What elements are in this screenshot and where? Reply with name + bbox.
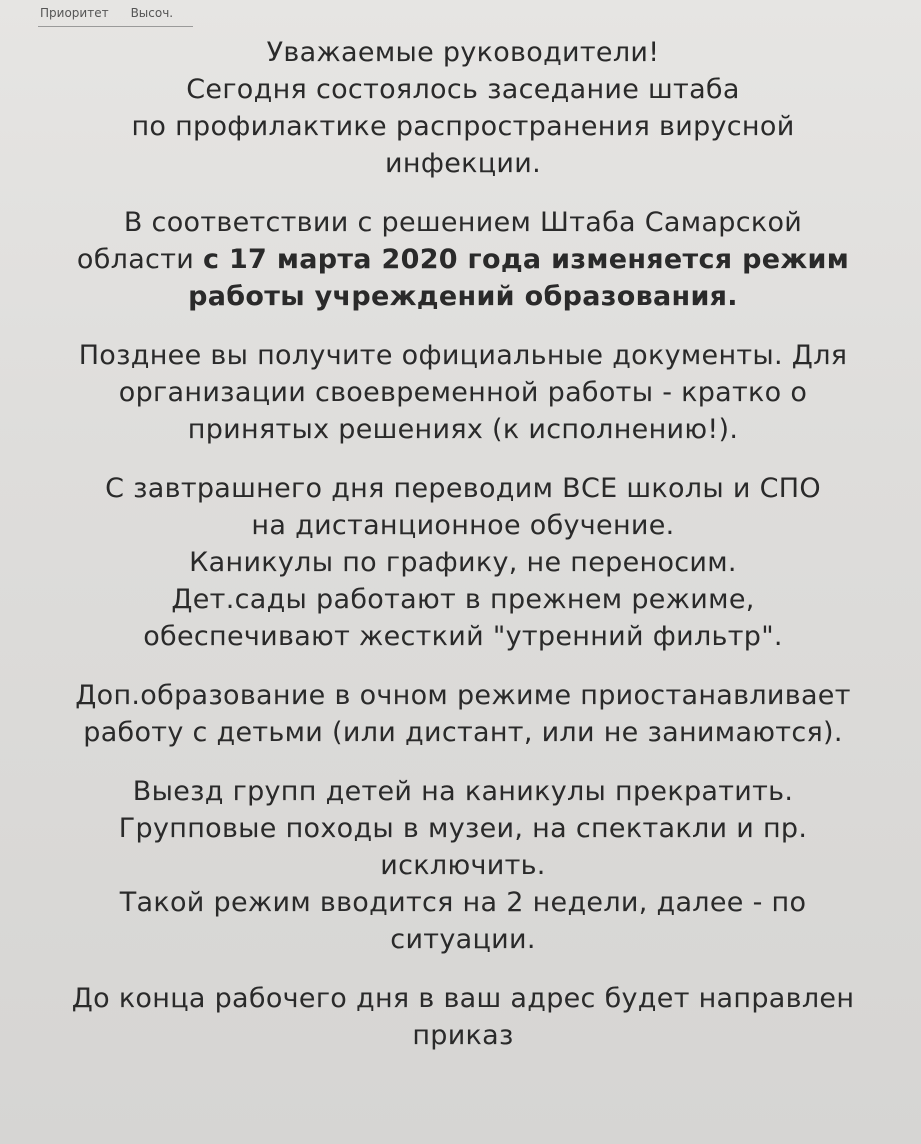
paragraph-documents [28, 337, 898, 448]
text-line: Дет.сады работают в прежнем режиме, [171, 584, 755, 615]
text-line: организации своевременной работы - кратко о [118, 377, 808, 408]
text-line: обеспечивают жесткий "утренний фильтр". [143, 621, 783, 652]
letter-body [28, 34, 898, 1076]
text-line-bold: работы учреждений образования. [188, 281, 738, 312]
text-normal: области [76, 244, 203, 275]
text-line: работу с детьми (или дистант, или не занимаются). [83, 717, 843, 748]
text-line: Сегодня состоялось заседание штаба [186, 74, 740, 105]
text-line: инфекции. [385, 148, 541, 179]
text-line: исключить. [380, 850, 546, 881]
text-line: принятых решениях (к исполнению!). [187, 414, 739, 445]
text-line: приказ [412, 1020, 514, 1051]
text-line: Каникулы по графику, не переносим. [189, 547, 737, 578]
paragraph-greeting [28, 34, 898, 182]
text-line-mixed [28, 241, 898, 278]
text-line: по профилактике распространения вирусной [131, 111, 795, 142]
paragraph-schools [28, 470, 898, 655]
paragraph-trips [28, 773, 898, 958]
text-line: Групповые походы в музеи, на спектакли и пр. [118, 813, 808, 844]
header-meta [40, 6, 173, 20]
paragraph-decision [28, 204, 898, 315]
header-divider [38, 26, 193, 27]
text-line: Доп.образование в очном режиме приостанавливает [75, 680, 851, 711]
text-line: Уважаемые руководители! [266, 37, 660, 68]
text-line: До конца рабочего дня в ваш адрес будет направлен [71, 983, 855, 1014]
text-line: В соответствии с решением Штаба Самарской [123, 207, 803, 238]
text-line: Позднее вы получите официальные документы. Для [78, 340, 848, 371]
text-line: на дистанционное обучение. [251, 510, 675, 541]
text-line: Такой режим вводится на 2 недели, далее - по [119, 887, 807, 918]
paragraph-extra-education [28, 677, 898, 751]
paragraph-order [28, 980, 898, 1054]
text-bold: с 17 марта 2020 года изменяется режим [202, 244, 850, 275]
priority-value: Высоч. [130, 6, 174, 20]
text-line: ситуации. [390, 924, 536, 955]
priority-label: Приоритет [40, 6, 109, 20]
text-line: С завтрашнего дня переводим ВСЕ школы и СПО [105, 473, 821, 504]
text-line: Выезд групп детей на каникулы прекратить. [132, 776, 794, 807]
